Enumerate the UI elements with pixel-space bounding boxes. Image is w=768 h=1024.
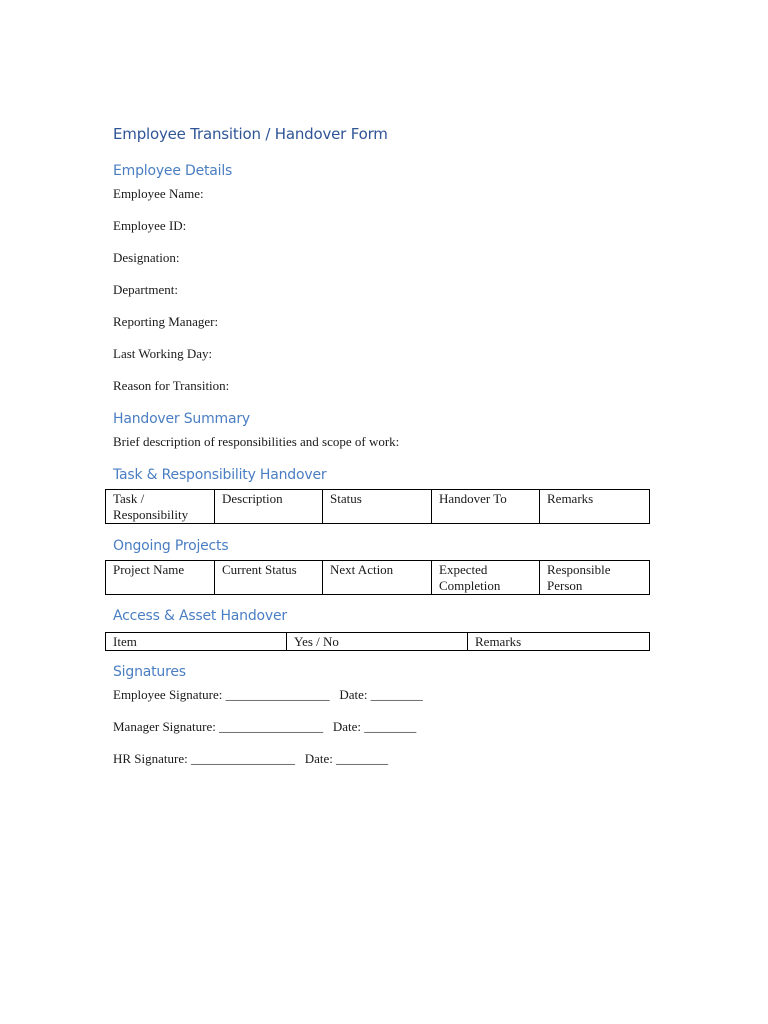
- employee-signature-line: [113, 687, 423, 703]
- date-blank: ________: [370, 687, 423, 702]
- table-header-cell: Project Name: [106, 561, 215, 595]
- date-label: Date:: [304, 751, 333, 766]
- handover-summary-heading: Handover Summary: [113, 411, 250, 427]
- date-label: Date:: [339, 687, 368, 702]
- field-employee-id: Employee ID:: [113, 218, 187, 233]
- date-blank: ________: [336, 751, 389, 766]
- table-row: [106, 561, 650, 595]
- signature-blank: ________________: [191, 751, 295, 766]
- employee-details-heading: Employee Details: [113, 163, 233, 179]
- table-header-cell: Item: [106, 633, 287, 651]
- date-blank: ________: [364, 719, 417, 734]
- field-reason-for-transition: Reason for Transition:: [113, 378, 230, 393]
- form-title: Employee Transition / Handover Form: [113, 125, 388, 143]
- signatures-heading: Signatures: [113, 664, 186, 680]
- table-header-cell: Yes / No: [287, 633, 468, 651]
- field-employee-name: Employee Name:: [113, 186, 204, 201]
- table-header-cell: Current Status: [215, 561, 323, 595]
- ongoing-projects-table: [105, 560, 650, 595]
- manager-signature-line: [113, 719, 416, 735]
- signature-label: HR Signature:: [113, 751, 188, 766]
- table-header-cell: Next Action: [323, 561, 432, 595]
- table-header-cell: Responsible Person: [540, 561, 650, 595]
- table-header-cell: Description: [215, 490, 323, 524]
- field-department: Department:: [113, 282, 178, 297]
- ongoing-projects-heading: Ongoing Projects: [113, 538, 229, 554]
- task-handover-heading: Task & Responsibility Handover: [113, 467, 327, 483]
- table-row: [106, 490, 650, 524]
- table-header-cell: Remarks: [468, 633, 650, 651]
- table-row: [106, 633, 650, 651]
- access-asset-heading: Access & Asset Handover: [113, 608, 287, 624]
- table-header-cell: Status: [323, 490, 432, 524]
- hr-signature-line: [113, 751, 388, 767]
- signature-blank: ________________: [225, 687, 330, 702]
- field-reporting-manager: Reporting Manager:: [113, 314, 219, 329]
- field-last-working-day: Last Working Day:: [113, 346, 213, 361]
- date-label: Date:: [332, 719, 362, 734]
- table-header-cell: Task / Responsibility: [106, 490, 215, 524]
- task-handover-table: [105, 489, 650, 524]
- signature-label: Manager Signature:: [113, 719, 216, 734]
- access-asset-table: [105, 632, 650, 651]
- signature-label: Employee Signature:: [113, 687, 223, 702]
- table-header-cell: Handover To: [432, 490, 540, 524]
- signature-blank: ________________: [219, 719, 324, 734]
- handover-summary-text: Brief description of responsibilities and scope of work:: [113, 434, 400, 449]
- field-designation: Designation:: [113, 250, 180, 265]
- table-header-cell: Expected Completion: [432, 561, 540, 595]
- table-header-cell: Remarks: [540, 490, 650, 524]
